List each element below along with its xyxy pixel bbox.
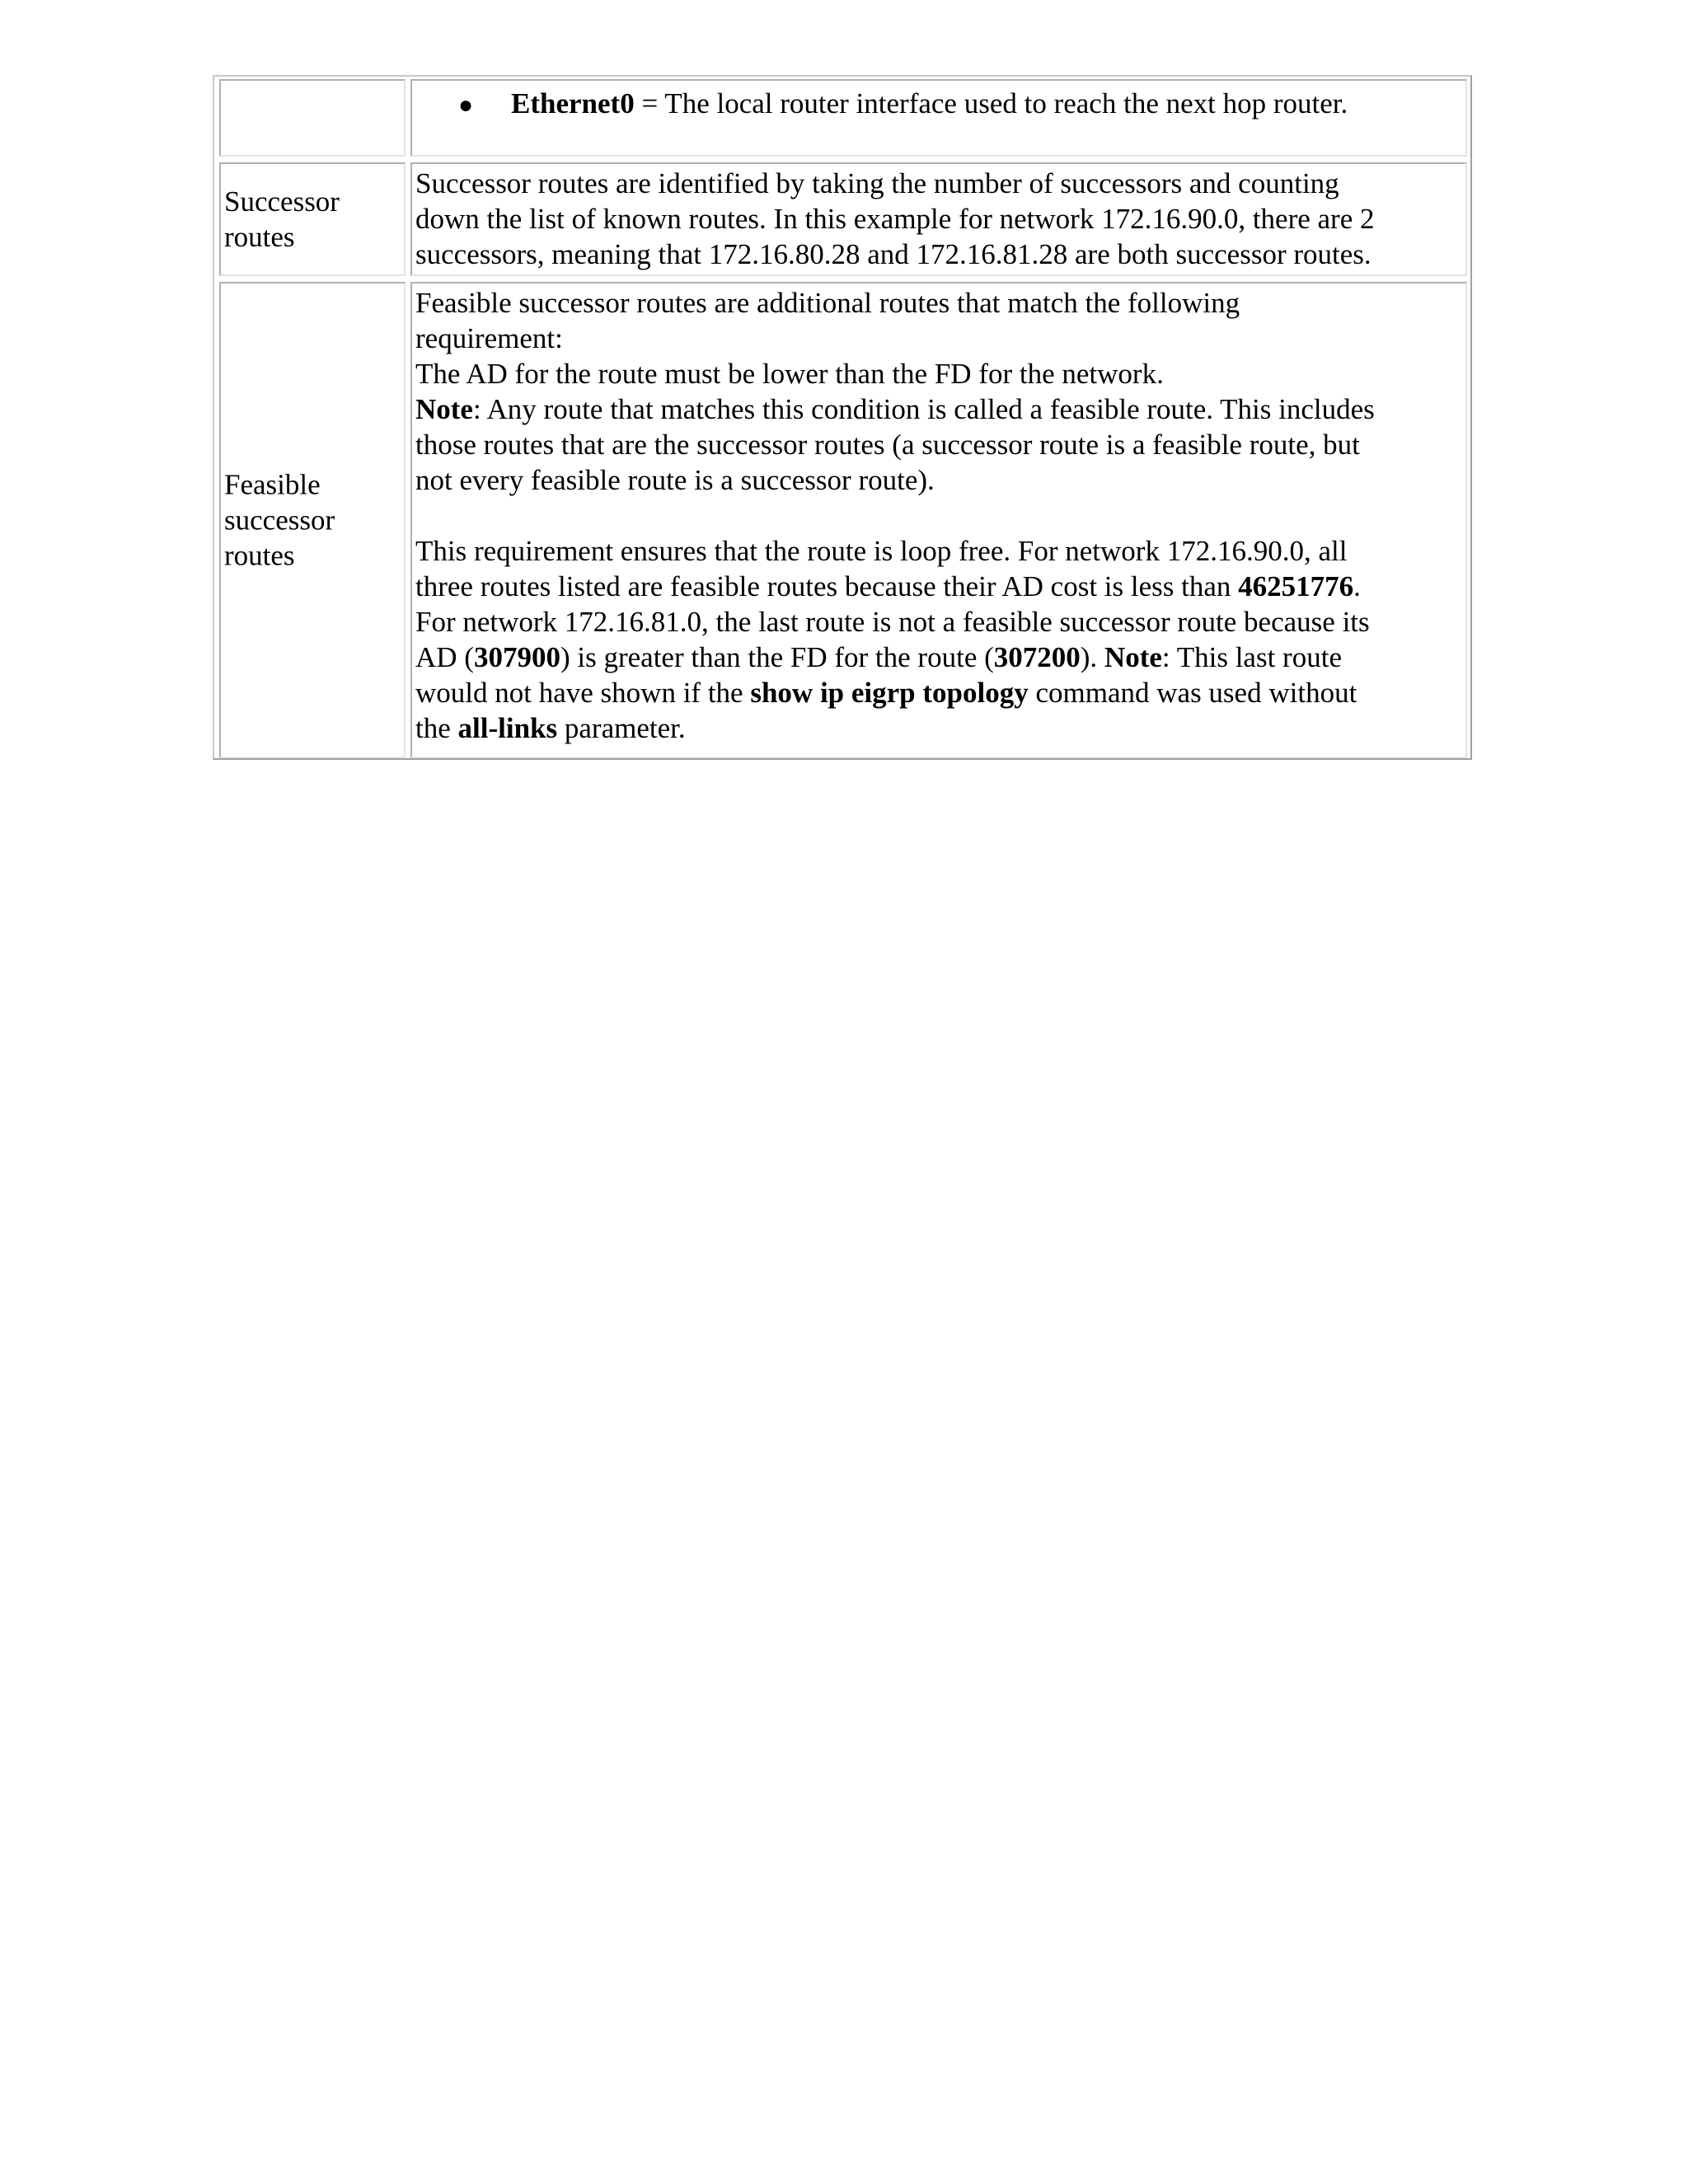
- text-segment: Feasible successor routes are additional routes that match the following: [415, 287, 1240, 319]
- bold-text: show ip eigrp topology: [750, 677, 1029, 709]
- text-segment: requirement:: [415, 322, 563, 354]
- term-label: Successor routes: [224, 185, 340, 253]
- text-segment: not every feasible route is a successor route).: [415, 464, 935, 496]
- text-line: [415, 462, 1375, 498]
- text-segment: .: [1353, 570, 1361, 602]
- description-cell: [410, 282, 1467, 758]
- text-line: [415, 710, 1375, 746]
- bold-text: 307900: [473, 641, 560, 673]
- text-line: [415, 640, 1375, 675]
- text-segment: the: [415, 712, 458, 744]
- text-segment: For network 172.16.81.0, the last route is not a feasible successor route because its: [415, 606, 1370, 638]
- table-row-feasible-successor-routes: [218, 282, 1467, 758]
- text-segment: This requirement ensures that the route is loop free. For network 172.16.90.0, all: [415, 535, 1348, 567]
- text-line: [415, 498, 1375, 533]
- text-segment: ) is greater than the FD for the route (: [560, 641, 994, 673]
- bullet-text: = The local router interface used to reach the next hop router.: [634, 87, 1348, 120]
- text-line: [415, 285, 1375, 321]
- text-line: [415, 321, 1375, 356]
- description-cell: [410, 162, 1467, 276]
- text-line: [415, 166, 1375, 201]
- text-line: [415, 427, 1375, 462]
- term-cell: [219, 282, 406, 758]
- text-segment: command was used without: [1028, 677, 1357, 709]
- term-cell: [219, 162, 406, 276]
- description-text: [415, 166, 1375, 272]
- bold-text: Note: [415, 393, 473, 425]
- term-cell: [219, 79, 406, 157]
- text-line: [415, 201, 1375, 237]
- text-line: [415, 604, 1375, 640]
- term-label: Feasible successor routes: [224, 468, 335, 572]
- text-line: [415, 533, 1375, 569]
- text-segment: AD (: [415, 641, 474, 673]
- bullet-list-item: [458, 86, 1348, 123]
- bold-text: 307200: [993, 641, 1081, 673]
- bullet-icon: ●: [458, 91, 474, 119]
- bold-text: Note: [1104, 641, 1162, 673]
- text-line: [415, 237, 1375, 272]
- text-segment: parameter.: [557, 712, 686, 744]
- text-line: [415, 675, 1375, 710]
- table-row-successor-routes: [218, 162, 1467, 276]
- text-segment: : This last route: [1161, 641, 1342, 673]
- text-segment: down the list of known routes. In this example for network 172.16.90.0, there are 2: [415, 203, 1375, 235]
- definitions-table: [213, 75, 1472, 760]
- text-segment: ).: [1080, 641, 1104, 673]
- text-segment: Successor routes are identified by taking the number of successors and counting: [415, 167, 1339, 199]
- text-line: [415, 356, 1375, 391]
- table-row-interface: [218, 79, 1467, 157]
- bold-text: 46251776: [1238, 570, 1354, 602]
- description-cell: [410, 79, 1467, 157]
- text-segment: three routes listed are feasible routes because their AD cost is less than: [415, 570, 1239, 602]
- text-segment: would not have shown if the: [415, 677, 751, 709]
- text-segment: The AD for the route must be lower than the FD for the network.: [415, 358, 1164, 390]
- text-segment: : Any route that matches this condition is called a feasible route. This includes: [472, 393, 1375, 425]
- bold-text: all-links: [457, 712, 558, 744]
- text-segment: successors, meaning that 172.16.80.28 and 172.16.81.28 are both successor routes.: [415, 238, 1372, 270]
- text-line: [415, 569, 1375, 604]
- text-segment: those routes that are the successor routes (a successor route is a feasible route, but: [415, 429, 1360, 461]
- text-line: [415, 391, 1375, 427]
- description-text: [415, 285, 1375, 746]
- bullet-term: Ethernet0: [511, 87, 635, 120]
